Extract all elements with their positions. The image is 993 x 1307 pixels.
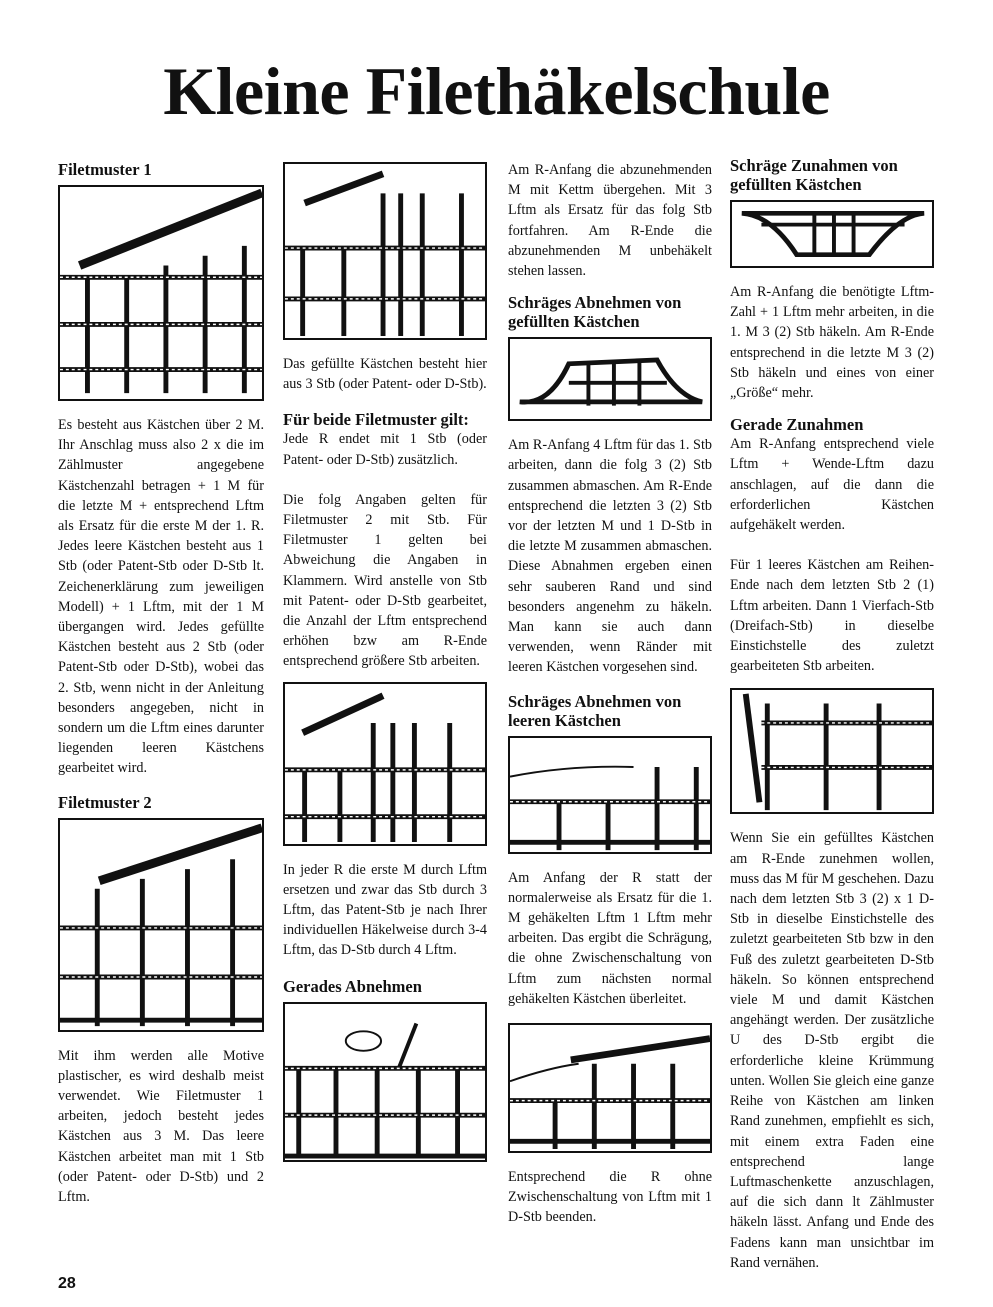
figure-schraeges-abnehmen-gefuellt [508,337,712,421]
paragraph-gefuelltes-kaestchen: Wenn Sie ein gefülltes Kästchen am R-Ende zunehmen wollen, muss das M für M geschehen. Dazu nach dem letzten Stb 3 (2) x 1 D-Stb in dieselbe Einstichstelle des zuletzt gearbeiteten Stb bzw in den Fuß des zuletzt gearbeiteten D-Stb häkeln. So können entsprechend viele M und damit Kästchen angehängt werden. Der zusätzliche U des D-Stb ergibt die erforderliche kleine Krümmung unten. Wollen Sie gleich eine ganze Reihe von Kästchen am linken Rand zunehmen, empfiehlt es sich, mit einem extra Faden eine entsprechend lange Luftmaschenkette anzuschlagen, auf die sich dann lt Zählmuster häkeln lässt. Anfang und Ende des Fadens kann man unsichtbar im Rand vernähen. [730,830,934,1271]
paragraph-gerade-zunahmen: Am R-Anfang entsprechend viele Lftm + Wende-Lftm dazu anschlagen, auf die dann die erforderlichen Kästchen aufgehäkelt werden. [730,436,934,534]
column-4 [730,156,934,1273]
figure-row-end [508,1023,712,1153]
crochet-row-end-illustration [510,1025,710,1151]
paragraph-schraeges-abnehmen-leer: Am Anfang der R statt der normalerweise als Ersatz für die 1. M gehäkelten Lftm 1 Lftm mehr arbeiten. Das ergibt die Schrägung, die ohne Zwischenschaltung von Lftm zum nächsten normal gehäkelten Kästchen überleitet. [508,869,712,1007]
column-2 [283,160,487,1176]
crochet-mesh-illustration [60,820,262,1030]
figure-gerade-zunahmen [730,688,934,814]
heading-schraeges-abnehmen-gefuellt: Schräges Abnehmen von gefüllten Kästchen [508,293,682,332]
paragraph-filled-box: Das gefüllte Kästchen besteht hier aus 3 Stb (oder Patent- oder D-Stb). [283,356,487,393]
crochet-straight-increase-illustration [732,690,932,812]
paragraph-schraege-zunahmen: Am R-Anfang die benötigte Lftm-Zahl + 1 Lftm mehr arbeiten, in die 1. M 3 (2) Stb häkeln. Am R-Ende entsprechend in die letzte M 3 (2) Stb häkeln und eines von einer „Größe“ mehr. [730,284,934,402]
page-title: Kleine Filethäkelschule [163,53,830,129]
figure-row-start [283,682,487,846]
figure-filetmuster-2 [58,818,264,1032]
paragraph-row-replacement: In jeder R die erste M durch Lftm ersetzen und zwar das Stb durch 3 Lftm, das Patent-Stb je nach Ihrer individuellen Häkelweise durch 3-4 Lftm, das D-Stb durch 4 Lftm. [283,861,487,959]
figure-filetmuster-1 [58,185,264,401]
paragraph-both-patterns: Jede R endet mit 1 Stb (oder Patent- oder D-Stb) zusätzlich. [283,431,487,468]
page-number: 28 [58,1275,76,1292]
paragraph-instructions: Die folg Angaben gelten für Filetmuster 2 mit Stb. Für Filetmuster 1 gelten bei Abweichung die Angaben in Klammern. Wird anstelle von Stb mit Patent- oder D-Stb gearbeitet, die Anzahl der Lftm entsprechend erhöhen bzw am R-Ende entsprechend größere Stb arbeiten. [283,491,487,670]
crochet-slanted-decrease-illustration [510,339,710,419]
crochet-slanted-increase-illustration [732,202,932,266]
heading-both-patterns: Für beide Filetmuster gilt: [283,410,469,430]
column-1 [58,160,264,1207]
figure-filled-box [283,162,487,340]
crochet-row-start-illustration [285,684,485,844]
heading-schraeges-abnehmen-leer: Schräges Abnehmen von leeren Kästchen [508,691,682,730]
paragraph-filetmuster-1: Es besteht aus Kästchen über 2 M. Ihr Anschlag muss also 2 x die im Zählmuster angegebene Kästchenzahl betragen + 1 M für die letzte M + entsprechend Lftm als Ersatz für die erste M der 1. R. Jedes leere Kästchen besteht aus 1 Stb (oder Patent-Stb oder D-Stb lt. Zeichenerklärung zum jeweiligen Modell) + 1 Lftm, mit der 1 M übergangen wird. Jedes gefüllte Kästchen besteht aus 2 Stb (oder Patent-Stb oder D-Stb), wobei das 2. Stb, wenn nicht in der Anleitung besonders angegeben, nicht in sondern um die Lftm eines darunter liegenden leeren Kästchens gearbeitet wird. [58,417,264,777]
heading-gerade-zunahmen: Gerade Zunahmen [730,415,864,435]
crochet-open-decrease-illustration [510,738,710,852]
paragraph-decrease-start: Am R-Anfang die abzunehmenden M mit Kettm übergehen. Mit 3 Lftm als Ersatz für das folg Stb fortfahren. Am R-Ende die abzunehmenden M unbehäkelt stehen lassen. [508,162,712,280]
crochet-mesh-illustration [60,187,262,399]
heading-gerades-abnehmen: Gerades Abnehmen [283,976,422,996]
heading-filetmuster-1: Filetmuster 1 [58,160,152,179]
paragraph-leeres-kaestchen: Für 1 leeres Kästchen am Reihen-Ende nach dem letzten Stb 2 (1) Lftm arbeiten. Dann 1 Vierfach-Stb (Dreifach-Stb) in dieselbe Einstichstelle des zuletzt gearbeiteten Stb arbeiten. [730,557,934,675]
crochet-filled-box-illustration [285,164,485,338]
paragraph-schraeges-abnehmen-gefuellt: Am R-Anfang 4 Lftm für das 1. Stb arbeiten, dann die folg 3 (2) Stb zusammen abmaschen. Am R-Ende entsprechend die letzten 3 (2) Stb vor der letzten M und 1 D-Stb in die letzte M zusammen abmaschen. Diese Abnahmen ergeben einen sehr sauberen Rand und sind besonders angenehm zu häkeln. Man kann sie auch dann verwenden, wenn Ränder mit leeren Kästchen vorgesehen sind. [508,437,712,676]
figure-gerades-abnehmen [283,1002,487,1162]
paragraph-row-end: Entsprechend die R ohne Zwischenschaltung von Lftm mit 1 D-Stb beenden. [508,1169,712,1226]
crochet-decrease-illustration [285,1004,485,1160]
paragraph-filetmuster-2: Mit ihm werden alle Motive plastischer, es wird deshalb meist verwendet. Wie Filetmuster 1 arbeiten, jedoch besteht jedes Kästchen aus 3 M. Das leere Kästchen arbeitet man mit 1 Stb (oder Patent- oder D-Stb) und 2 Lftm. [58,1047,264,1206]
figure-schraeges-abnehmen-leer [508,736,712,854]
heading-schraege-zunahmen: Schräge Zunahmen von gefüllten Kästchen [730,156,898,194]
figure-schraege-zunahmen [730,200,934,268]
heading-filetmuster-2: Filetmuster 2 [58,792,152,812]
column-3 [508,160,712,1228]
